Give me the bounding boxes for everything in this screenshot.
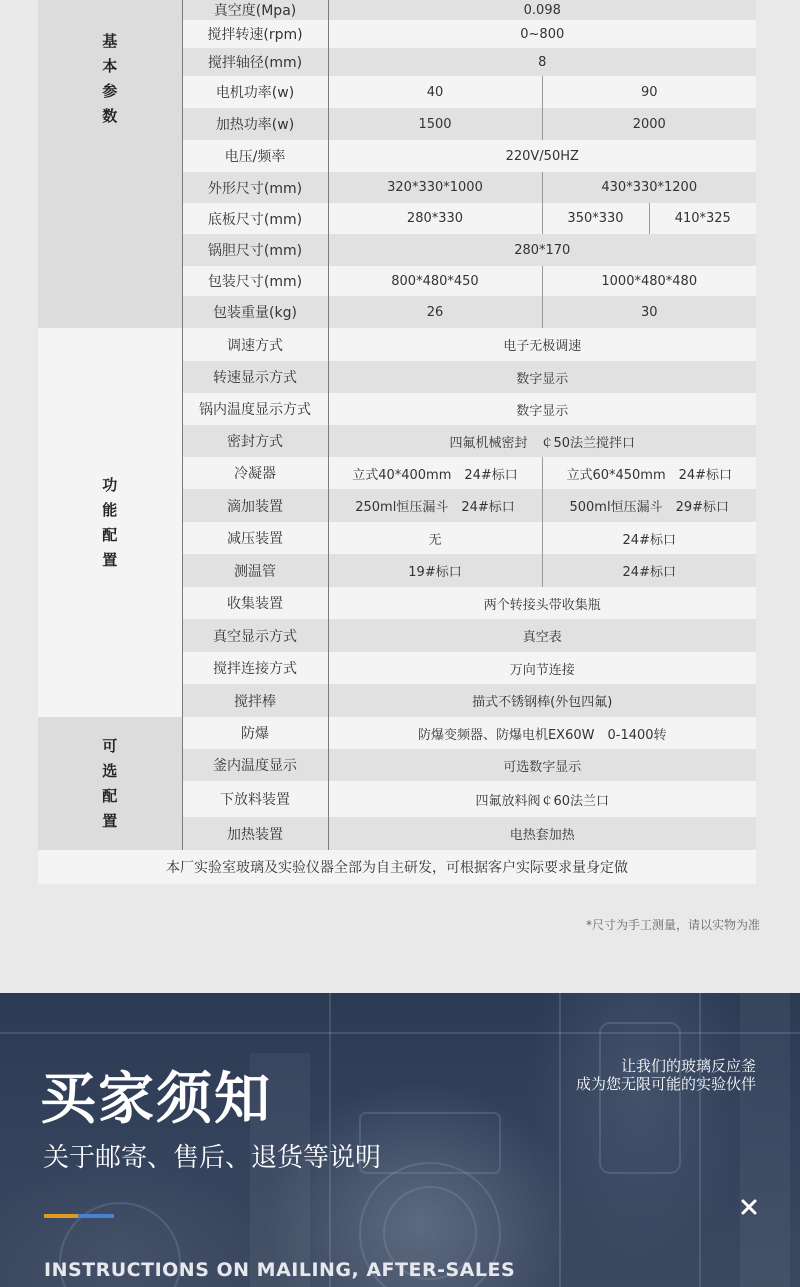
- row-label: 减压装置: [182, 522, 328, 554]
- row-label: 测温管: [182, 554, 328, 587]
- row-label: 电压/频率: [182, 140, 328, 172]
- cell-value: 立式60*450mm 24#标口: [542, 457, 756, 489]
- cell-value: 数字显示: [328, 393, 756, 425]
- row-label: 收集装置: [182, 587, 328, 619]
- cell-value: 280*170: [328, 234, 756, 266]
- row-label: 搅拌转速(rpm): [182, 20, 328, 48]
- row-label: 滴加装置: [182, 489, 328, 522]
- banner-slogan: [576, 1057, 756, 1093]
- cell-value: 430*330*1200: [542, 172, 756, 203]
- cell-value: 可选数字显示: [328, 749, 756, 781]
- cell-value: 四氟机械密封 ￠50法兰搅拌口: [328, 425, 756, 457]
- slogan-line-1: 让我们的玻璃反应釜: [620, 1057, 756, 1075]
- cell-value: 0~800: [328, 20, 756, 48]
- row-label: 转速显示方式: [182, 361, 328, 393]
- row-label: 防爆: [182, 717, 328, 749]
- accent-bar-blue: [78, 1214, 114, 1218]
- row-label: 包装尺寸(mm): [182, 266, 328, 296]
- row-label: 加热功率(w): [182, 108, 328, 140]
- row-label: 搅拌轴径(mm): [182, 48, 328, 76]
- row-label: 真空显示方式: [182, 619, 328, 652]
- size-note: *尺寸为手工测量，请以实物为准: [585, 918, 760, 932]
- cell-value: 2000: [542, 108, 756, 140]
- row-label: 锅内温度显示方式: [182, 393, 328, 425]
- cell-value: 410*325: [649, 203, 756, 234]
- cell-value: 立式40*400mm 24#标口: [328, 457, 542, 489]
- table-row: [38, 717, 756, 749]
- group-function-text: 功能配置: [102, 475, 118, 569]
- cell-value: 800*480*450: [328, 266, 542, 296]
- row-label: 包装重量(kg): [182, 296, 328, 328]
- cell-value: 350*330: [542, 203, 649, 234]
- cell-value: 真空表: [328, 619, 756, 652]
- cell-value: 数字显示: [328, 361, 756, 393]
- row-label: 调速方式: [182, 328, 328, 361]
- group-label-basic: [38, 0, 182, 328]
- cell-value: 280*330: [328, 203, 542, 234]
- row-label: 外形尺寸(mm): [182, 172, 328, 203]
- cell-value: 24#标口: [542, 554, 756, 587]
- group-optional-text: 可选配置: [102, 736, 118, 830]
- cell-value: 无: [328, 522, 542, 554]
- cell-value: 两个转接头带收集瓶: [328, 587, 756, 619]
- row-label: 搅拌棒: [182, 684, 328, 717]
- cell-value: 24#标口: [542, 522, 756, 554]
- cell-value: 电子无极调速: [328, 328, 756, 361]
- cell-value: 电热套加热: [328, 817, 756, 850]
- cell-value: 四氟放料阀￠60法兰口: [328, 781, 756, 817]
- cell-value: 1000*480*480: [542, 266, 756, 296]
- cell-value: 描式不锈钢棒(外包四氟): [328, 684, 756, 717]
- row-label: 冷凝器: [182, 457, 328, 489]
- banner-subtitle: 关于邮寄、售后、退货等说明: [43, 1143, 382, 1173]
- group-label-function: [38, 328, 182, 717]
- cell-value: 220V/50HZ: [328, 140, 756, 172]
- cell-value: 26: [328, 296, 542, 328]
- cell-value: 防爆变频器、防爆电机EX60W 0-1400转: [328, 717, 756, 749]
- accent-bar-orange: [44, 1214, 78, 1218]
- row-label: 密封方式: [182, 425, 328, 457]
- row-label: 底板尺寸(mm): [182, 203, 328, 234]
- cell-value: 万向节连接: [328, 652, 756, 684]
- cell-value: 90: [542, 76, 756, 108]
- buyer-notice-banner: [0, 993, 800, 1287]
- row-label: 真空度(Mpa): [182, 0, 328, 20]
- row-label: 加热装置: [182, 817, 328, 850]
- row-label: 搅拌连接方式: [182, 652, 328, 684]
- cell-value: 40: [328, 76, 542, 108]
- table-row: [38, 0, 756, 20]
- table-row: [38, 328, 756, 361]
- row-label: 锅胆尺寸(mm): [182, 234, 328, 266]
- slogan-line-2: 成为您无限可能的实验伙伴: [575, 1075, 756, 1093]
- banner-title: 买家须知: [40, 1066, 272, 1132]
- group-basic-text: 基本参数: [102, 32, 118, 125]
- banner-en-title: INSTRUCTIONS ON MAILING, AFTER-SALES: [44, 1259, 516, 1281]
- cell-value: 8: [328, 48, 756, 76]
- cell-value: 320*330*1000: [328, 172, 542, 203]
- row-label: 下放料装置: [182, 781, 328, 817]
- table-footer-row: [38, 850, 756, 884]
- spec-table: [38, 0, 756, 884]
- cell-value: 250ml恒压漏斗 24#标口: [328, 489, 542, 522]
- accent-bar: [44, 1214, 114, 1218]
- cell-value: 0.098: [328, 0, 756, 20]
- cell-value: 500ml恒压漏斗 29#标口: [542, 489, 756, 522]
- table-footer-note: 本厂实验室玻璃及实验仪器全部为自主研发，可根据客户实际要求量身定做: [38, 850, 756, 884]
- cell-value: 1500: [328, 108, 542, 140]
- row-label: 釜内温度显示: [182, 749, 328, 781]
- cell-value: 30: [542, 296, 756, 328]
- group-label-optional: [38, 717, 182, 850]
- cell-value: 19#标口: [328, 554, 542, 587]
- row-label: 电机功率(w): [182, 76, 328, 108]
- close-icon[interactable]: [740, 1198, 758, 1216]
